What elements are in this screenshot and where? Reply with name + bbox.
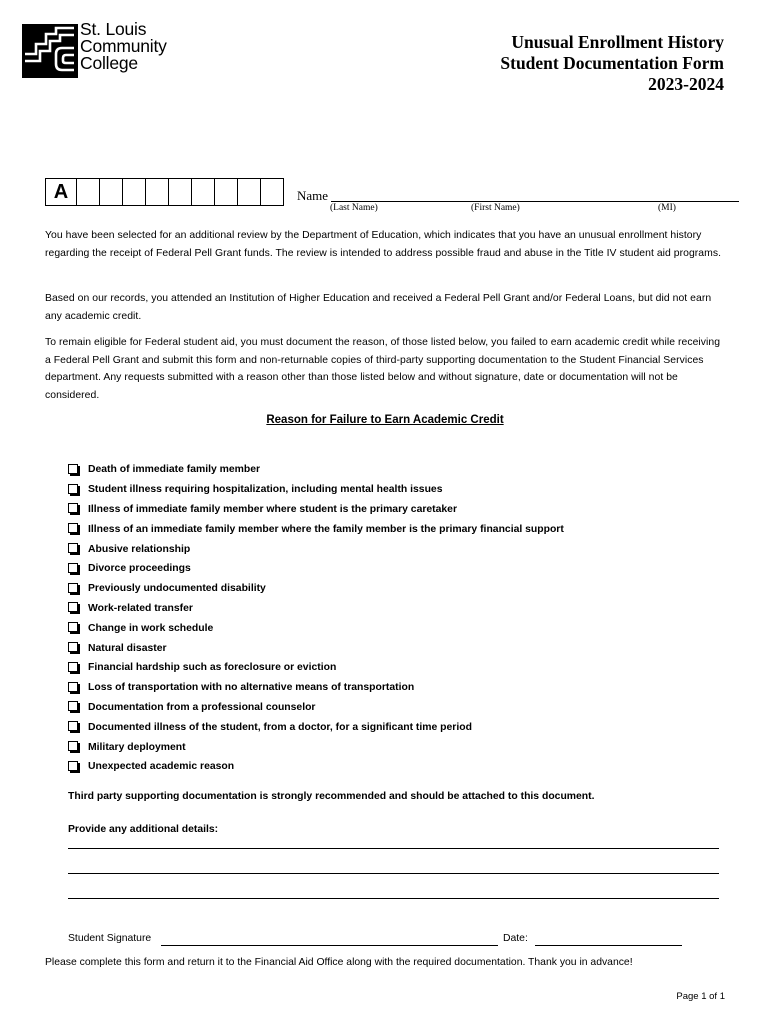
reason-label: Student illness requiring hospitalization, including mental health issues bbox=[88, 484, 443, 496]
form-title bbox=[500, 32, 724, 95]
form-title-line-2: Student Documentation Form bbox=[500, 53, 724, 73]
reason-label: Natural disaster bbox=[88, 642, 167, 654]
additional-details-line[interactable] bbox=[68, 898, 719, 899]
reason-item[interactable] bbox=[68, 559, 564, 579]
eligibility-paragraph: To remain eligible for Federal student aid, you must document the reason, of those listed below, you failed to earn academic credit while receiving a Federal Pell Grant and submit this form and non-returnable copies of third-party supporting documentation to the Student Financial Services department. Any requests submitted with a reason other than those listed below and without signature, date or documentation will not be considered. bbox=[45, 337, 721, 401]
checkbox-icon[interactable] bbox=[68, 464, 78, 474]
middle-initial-sublabel: (MI) bbox=[658, 203, 676, 213]
date-line[interactable] bbox=[535, 945, 682, 946]
reason-label: Loss of transportation with no alternative means of transportation bbox=[88, 682, 415, 694]
student-id-digit-box[interactable] bbox=[214, 179, 237, 205]
reason-label: Abusive relationship bbox=[88, 543, 191, 555]
reason-label: Divorce proceedings bbox=[88, 563, 191, 575]
reason-label: Military deployment bbox=[88, 741, 186, 753]
reason-label: Documentation from a professional counselor bbox=[88, 701, 316, 713]
reason-item[interactable] bbox=[68, 737, 564, 757]
reason-section-heading-text: Reason for Failure to Earn Academic Credit bbox=[266, 414, 504, 426]
logo-text-line-1: St. Louis bbox=[80, 19, 147, 39]
reason-item[interactable] bbox=[68, 678, 564, 698]
reason-label: Documented illness of the student, from a doctor, for a significant time period bbox=[88, 721, 472, 733]
signature-label: Student Signature bbox=[68, 933, 152, 944]
student-id-digit-box[interactable] bbox=[168, 179, 191, 205]
closing-instructions: Please complete this form and return it to the Financial Aid Office along with the required documentation. Thank you in advance! bbox=[45, 957, 633, 968]
reason-item[interactable] bbox=[68, 717, 564, 737]
reason-label: Previously undocumented disability bbox=[88, 583, 266, 595]
checkbox-icon[interactable] bbox=[68, 602, 78, 612]
student-id-digit-box[interactable] bbox=[122, 179, 145, 205]
third-party-note: Third party supporting documentation is strongly recommended and should be attached to this document. bbox=[68, 791, 595, 802]
student-id-digit-box[interactable] bbox=[191, 179, 214, 205]
reason-label: Illness of immediate family member where student is the primary caretaker bbox=[88, 503, 458, 515]
last-name-sublabel: (Last Name) bbox=[330, 203, 378, 213]
reason-label: Death of immediate family member bbox=[88, 464, 261, 476]
student-id-digit-box[interactable] bbox=[145, 179, 168, 205]
additional-details-line[interactable] bbox=[68, 848, 719, 849]
reason-item[interactable] bbox=[68, 638, 564, 658]
checkbox-icon[interactable] bbox=[68, 622, 78, 632]
logo-text-line-2: Community bbox=[80, 36, 167, 56]
reason-item[interactable] bbox=[68, 618, 564, 638]
form-title-line-1: Unusual Enrollment History bbox=[511, 32, 724, 52]
reason-label: Work-related transfer bbox=[88, 602, 193, 614]
college-logo-icon bbox=[22, 24, 78, 78]
student-id-digit-box[interactable] bbox=[76, 179, 99, 205]
checkbox-icon[interactable] bbox=[68, 563, 78, 573]
records-paragraph: Based on our records, you attended an Institution of Higher Education and received a Federal Pell Grant and/or Federal Loans, but did not earn any academic credit. bbox=[45, 293, 712, 322]
checkbox-icon[interactable] bbox=[68, 701, 78, 711]
date-label: Date: bbox=[503, 933, 528, 944]
checkbox-icon[interactable] bbox=[68, 682, 78, 692]
checkbox-icon[interactable] bbox=[68, 741, 78, 751]
reason-item[interactable] bbox=[68, 658, 564, 678]
checkbox-icon[interactable] bbox=[68, 662, 78, 672]
student-id-digit-box[interactable] bbox=[99, 179, 122, 205]
logo-text-line-3: College bbox=[80, 53, 138, 73]
checkbox-icon[interactable] bbox=[68, 761, 78, 771]
signature-line[interactable] bbox=[161, 945, 498, 946]
reason-item[interactable] bbox=[68, 519, 564, 539]
form-title-year: 2023-2024 bbox=[648, 74, 724, 94]
reason-item[interactable] bbox=[68, 599, 564, 619]
selection-notice-paragraph: You have been selected for an additional review by the Department of Education, which indicates that you have an unusual enrollment history regarding the receipt of Federal Pell Grant funds. The review is intended to address possible fraud and abuse in the Title IV student aid programs. bbox=[45, 230, 722, 259]
reason-label: Financial hardship such as foreclosure or eviction bbox=[88, 662, 337, 674]
checkbox-icon[interactable] bbox=[68, 721, 78, 731]
student-id-digit-box[interactable] bbox=[237, 179, 260, 205]
page-number: Page 1 of 1 bbox=[676, 991, 725, 1002]
reason-item[interactable] bbox=[68, 539, 564, 559]
reason-item[interactable] bbox=[68, 500, 564, 520]
reason-item[interactable] bbox=[68, 698, 564, 718]
checkbox-icon[interactable] bbox=[68, 523, 78, 533]
checkbox-icon[interactable] bbox=[68, 543, 78, 553]
student-id-field[interactable] bbox=[45, 178, 284, 206]
student-id-prefix: A bbox=[53, 181, 69, 203]
reason-checklist bbox=[68, 460, 564, 777]
reason-item[interactable] bbox=[68, 480, 564, 500]
reason-label: Illness of an immediate family member where the family member is the primary financial support bbox=[88, 523, 564, 535]
checkbox-icon[interactable] bbox=[68, 484, 78, 494]
checkbox-icon[interactable] bbox=[68, 503, 78, 513]
first-name-sublabel: (First Name) bbox=[471, 203, 520, 213]
reason-item[interactable] bbox=[68, 460, 564, 480]
checkbox-icon[interactable] bbox=[68, 642, 78, 652]
name-label: Name bbox=[297, 188, 329, 203]
checkbox-icon[interactable] bbox=[68, 583, 78, 593]
reason-section-heading bbox=[0, 414, 770, 426]
reason-item[interactable] bbox=[68, 579, 564, 599]
additional-details-label: Provide any additional details: bbox=[68, 824, 219, 835]
additional-details-line[interactable] bbox=[68, 873, 719, 874]
reason-label: Change in work schedule bbox=[88, 622, 214, 634]
college-logo bbox=[22, 19, 192, 82]
student-id-digit-box[interactable] bbox=[260, 179, 283, 205]
name-input-line[interactable] bbox=[331, 201, 739, 202]
reason-label: Unexpected academic reason bbox=[88, 761, 235, 773]
reason-item[interactable] bbox=[68, 757, 564, 777]
